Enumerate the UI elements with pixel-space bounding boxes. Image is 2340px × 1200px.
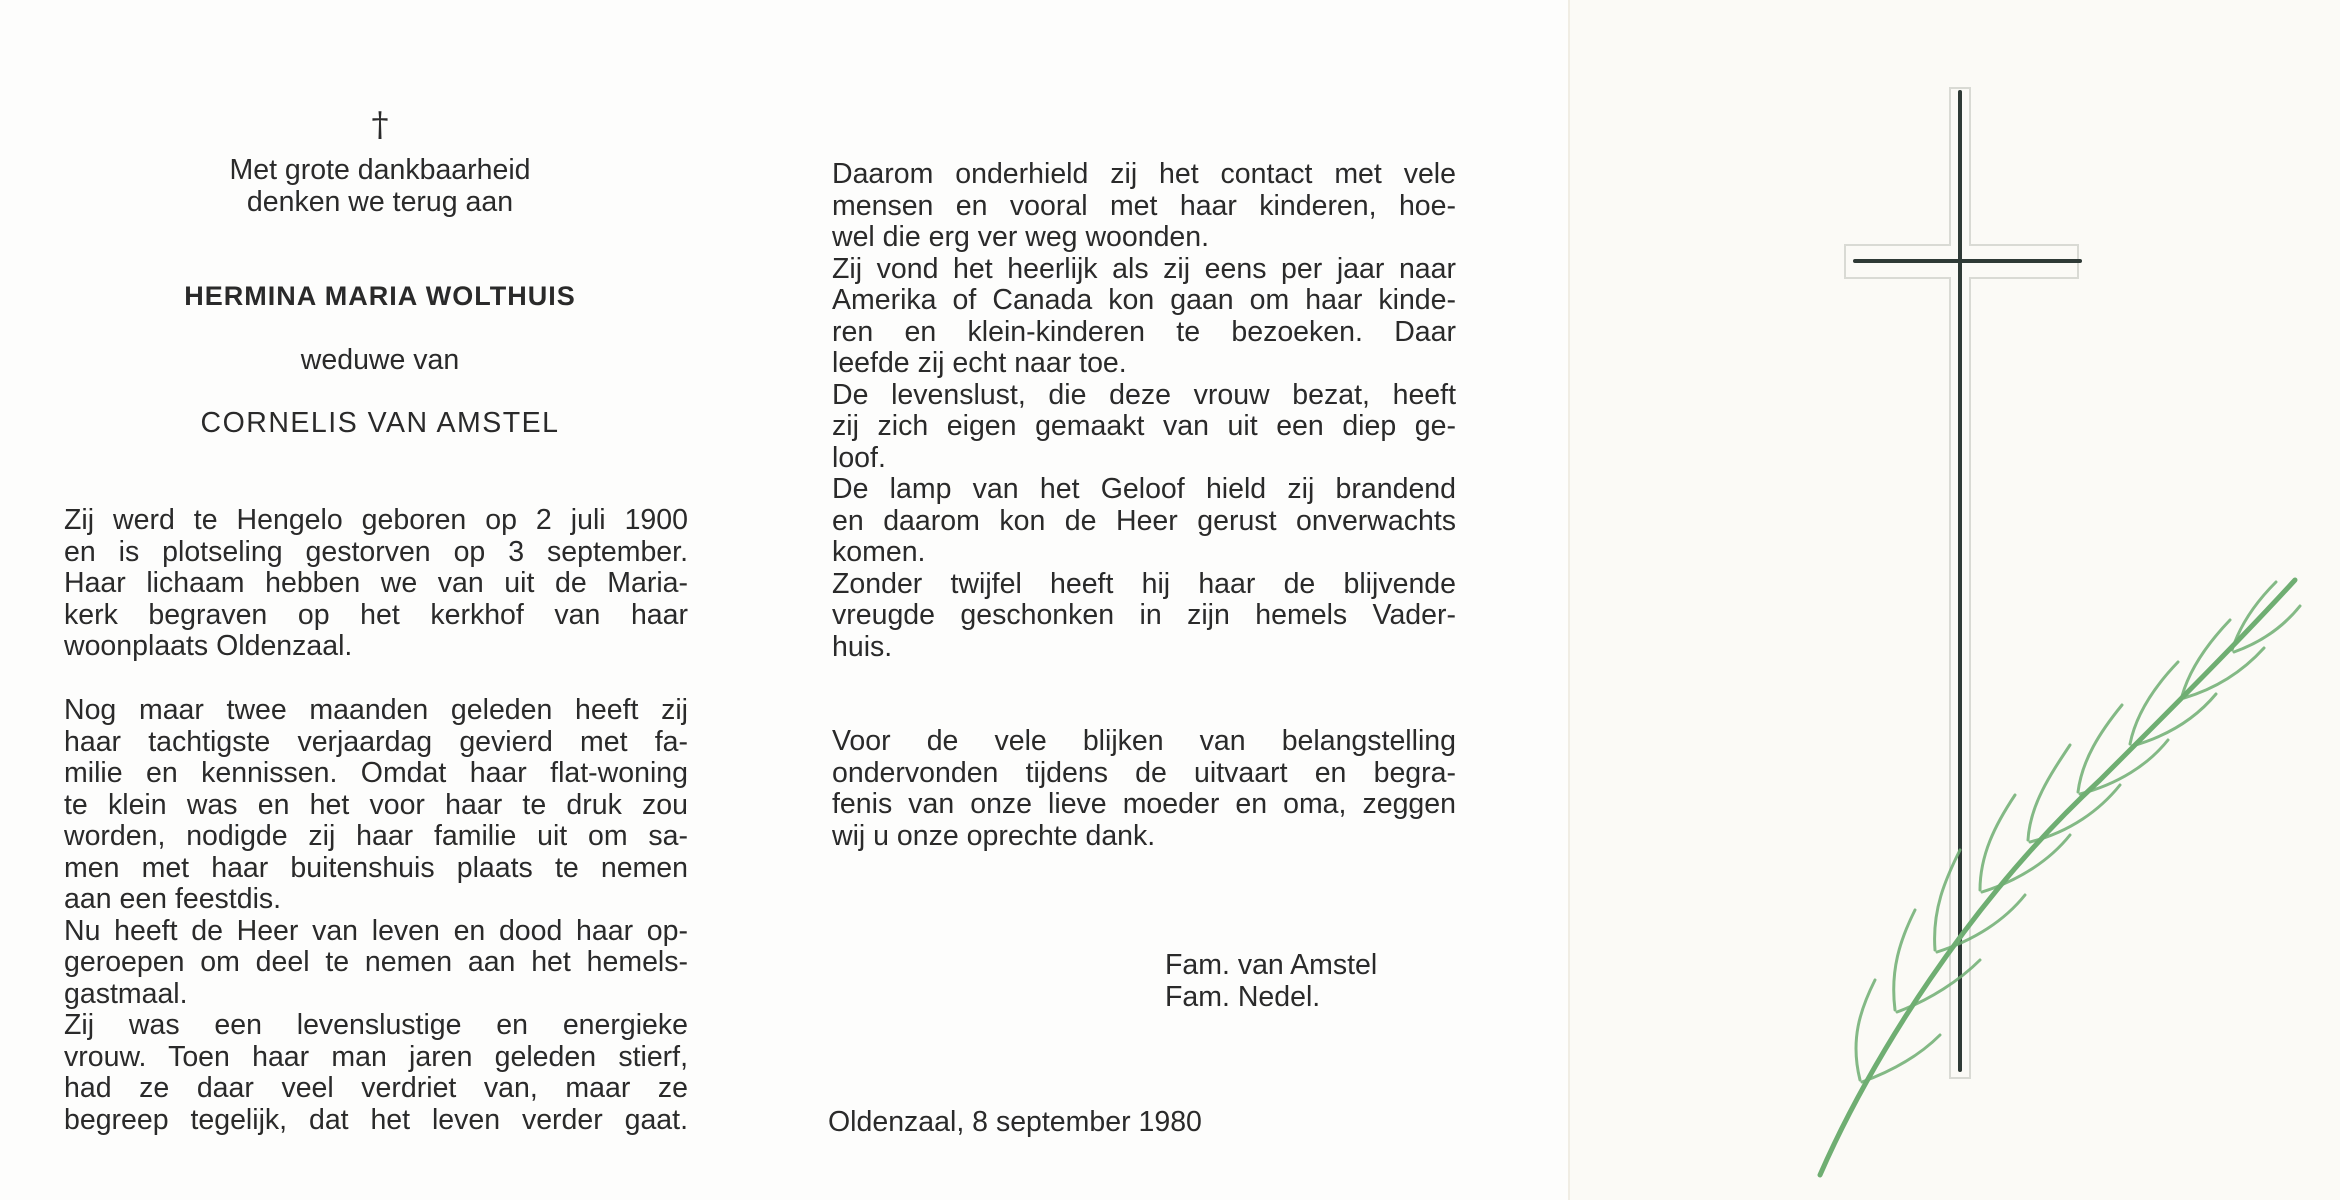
text-line: woonplaats Oldenzaal. (64, 630, 353, 662)
text-line: De levenslust, die deze vrouw bezat, heeft (832, 378, 1456, 411)
text-line: loof. (832, 441, 886, 474)
text-line: vrouw. Toen haar man jaren geleden stierf, (64, 1040, 688, 1073)
text-line: haar tachtigste verjaardag gevierd met fa- (64, 725, 688, 758)
text-line: te klein was en het voor haar te druk zou (64, 788, 688, 821)
text-line: Amerika of Canada kon gaan om haar kinde- (832, 284, 1456, 316)
husband-name: CORNELIS VAN AMSTEL (200, 407, 560, 439)
text-line: aan een feestdis. (64, 883, 282, 915)
signature-line: Fam. van Amstel (1165, 949, 1378, 981)
cross-icon: † (371, 105, 389, 145)
text-line: komen. (832, 536, 926, 568)
text-line: worden, nodigde zij haar familie uit om sa- (64, 820, 688, 852)
text-line: mensen en vooral met haar kinderen, hoe- (832, 189, 1456, 222)
text-line: ren en klein-kinderen te bezoeken. Daar (832, 315, 1456, 348)
signatures (1165, 950, 1465, 1013)
text-line: zij zich eigen gemaakt van uit een diep ge- (832, 410, 1456, 442)
widow-of-label: weduwe van (300, 344, 460, 376)
text-line: Nu heeft de Heer van leven en dood haar op- (64, 914, 688, 947)
text-line: Voor de vele blijken van belangstelling (832, 725, 1456, 757)
text-line: vreugde geschonken in zijn hemels Vader- (832, 599, 1456, 631)
thanks-paragraph (832, 726, 1456, 852)
text-line: wel die erg ver weg woonden. (832, 221, 1210, 253)
intro-text (180, 155, 580, 218)
intro-line: denken we terug aan (246, 185, 514, 218)
text-line: ondervonden tijdens de uitvaart en begra- (832, 756, 1456, 789)
left-panel (0, 0, 800, 1200)
text-line: fenis van onze lieve moeder en oma, zeggen (832, 788, 1456, 820)
text-line: Nog maar twee maanden geleden heeft zij (64, 694, 688, 726)
text-line: en is plotseling gestorven op 3 september. (64, 535, 688, 568)
text-line: leefde zij echt naar toe. (832, 347, 1127, 379)
deceased-name: HERMINA MARIA WOLTHUIS (184, 281, 576, 311)
text-line: en daarom kon de Heer gerust onverwachts (832, 504, 1456, 537)
text-line: men met haar buitenshuis plaats te nemen (64, 851, 688, 884)
text-line: gastmaal. (64, 977, 188, 1010)
biography-paragraph (64, 505, 688, 663)
text-line: geroepen om deel te nemen aan het hemels- (64, 946, 688, 978)
text-line: kerk begraven op het kerkhof van haar (64, 598, 688, 631)
text-line: wij u onze oprechte dank. (832, 819, 1156, 852)
text-line: Zij vond het heerlijk als zij eens per jaar naar (832, 252, 1456, 285)
text-line: Zij was een levenslustige en energieke (64, 1009, 688, 1041)
palm-icon (1820, 580, 2300, 1175)
life-paragraph (832, 159, 1456, 663)
text-line: had ze daar veel verdriet van, maar ze (64, 1072, 688, 1104)
intro-line: Met grote dankbaarheid (229, 154, 531, 186)
signature-line: Fam. Nedel. (1165, 980, 1321, 1013)
cross-icon (1800, 80, 2320, 1180)
place-date: Oldenzaal, 8 september 1980 (828, 1106, 1202, 1138)
text-line: milie en kennissen. Omdat haar flat-woning (64, 757, 688, 789)
text-line: begreep tegelijk, dat het leven verder gaat. (64, 1103, 688, 1136)
middle-panel (800, 0, 1570, 1200)
biography-paragraph (64, 695, 688, 1136)
text-line: Zonder twijfel heeft hij haar de blijvende (832, 567, 1456, 600)
text-line: De lamp van het Geloof hield zij brandend (832, 473, 1456, 505)
text-line: huis. (832, 630, 893, 663)
text-line: Haar lichaam hebben we van uit de Maria- (64, 567, 688, 599)
text-line: Zij werd te Hengelo geboren op 2 juli 1900 (64, 504, 688, 536)
text-line: Daarom onderhield zij het contact met vele (832, 158, 1456, 190)
